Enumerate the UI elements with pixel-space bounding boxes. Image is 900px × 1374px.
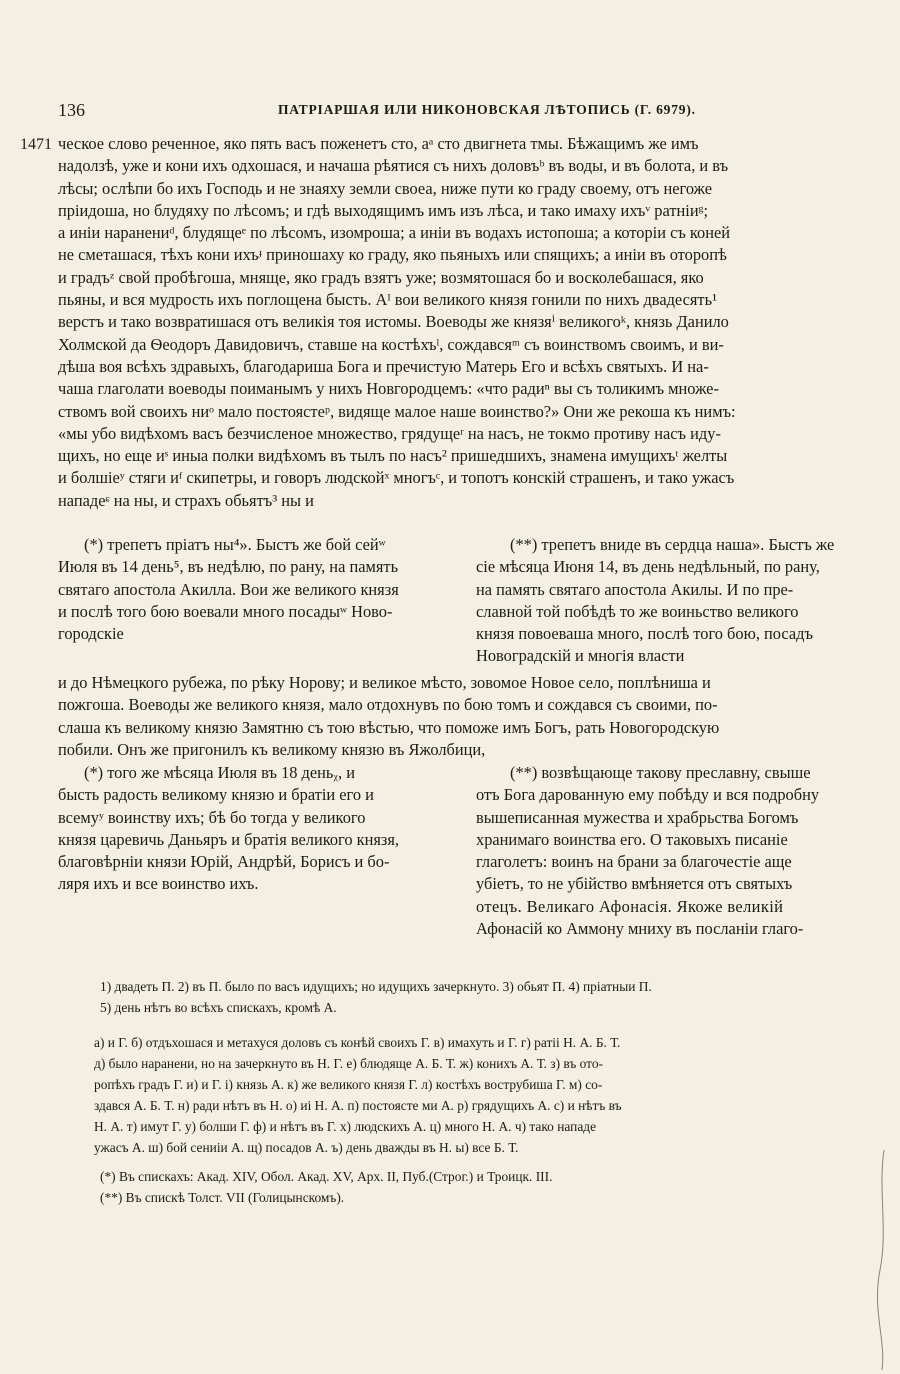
column-line: отъ Бога дарованную ему побѣду и вся подробну [476,785,820,805]
column-line: вышеписанная мужества и храбрьства Богомъ [476,807,799,827]
column-line: сіе мѣсяца Июня 14, въ день недѣльный, по рану, [476,557,820,577]
column-line: князя царевичь Даньяръ и братія великого князя, [58,829,400,849]
footnote-line: Н. А. т) имут Г. у) болши Г. ф) и нѣтъ въ Г. х) людскихъ А. ц) много Н. А. ч) тако нападе [94,1119,597,1134]
text-line: и градъᶻ свой пробѣгоша, мняще, яко градъ взятъ уже; возмятошася бо и восколебашася, яко [58,267,704,287]
source-note: (**) Въ спискѣ Толст. VII (Голицынскомъ). [100,1190,345,1205]
source-notes [100,1166,552,1208]
text-line: надолзѣ, уже и кони ихъ одхошася, и начаша рѣятися съ нихъ доловъᵇ въ воды, и въ болота, и въ [58,156,729,176]
column-line: (*) трепетъ пріатъ ны⁴». Быстъ же бой сейʷ [84,535,386,554]
column-line: славной той побѣдѣ то же воиньство великого [476,601,799,621]
footnote-line: здався А. Б. Т. н) ради нѣтъ въ Н. о) иі Н. А. п) постоясте ми А. р) грядущихъ А. с) и нѣтъ въ [94,1098,622,1113]
footnote-line: 5) день нѣтъ во всѣхъ спискахъ, кромѣ А. [100,1000,337,1015]
main-text-block [58,133,880,512]
text-line: дѣша воя всѣхъ здравыхъ, благодариша Бога и пречистую Матерь Его и всѣхъ святыхъ. И на- [58,356,709,376]
column-line: святаго апостола Акилла. Вои же великого князя [58,579,399,599]
text-line: пожгоша. Воеводы же великого князя, мало отдохнувъ по бою томъ и сождався съ своими, по- [58,695,718,715]
column-line: (**) трепетъ вниде въ сердца наша». Быстъ же [510,535,835,554]
text-line: ствомъ вой своихъ ниᵒ мало постоястеᵖ, видяще малое наше воинство?» Они же рекоша къ нимъ: [58,401,736,421]
text-line: верстъ и тако возвратишася отъ великія тоя истомы. Воеводы же князяⁱ великогоᵏ, князь Данило [58,312,729,332]
column-line: бысть радость великому князю и братіи его и [58,785,374,805]
running-title: ПАТРІАРШАЯ ИЛИ НИКОНОВСКАЯ ЛѢТОПИСЬ (Г. 6979). [278,102,696,117]
column-line: отецъ. Великаго Афонасія. Якоже великій [476,896,784,916]
text-line: щихъ, но еще иˢ иныа полки видѣхомъ въ тылъ по насъ² пришедшихъ, знамена имущихъᵗ желты [58,446,728,466]
column-line: ляря ихъ и все воинство ихъ. [58,874,259,894]
footnote-line: 1) двадеть П. 2) въ П. было по васъ идущихъ; но идущихъ зачеркнуто. 3) обьят П. 4) пріатныи П. [100,979,652,994]
column-line: Новоградскій и многія власти [476,646,685,666]
column-line: хранимаго воинства его. О таковыхъ писаніе [476,829,788,849]
text-line: побили. Онъ же пригонилъ къ великому князю въ Яжолбици, [58,739,486,759]
footnote-line: д) было наранени, но на зачеркнуто въ Н. Г. е) блюдяще А. Б. Т. ж) кониxъ А. Т. з) въ ото- [94,1056,603,1071]
page-edge-mark [876,1150,890,1370]
text-line: лѣсы; ослѣпи бо ихъ Господь и не знаяху земли своеа, ниже пути ко граду своему, отъ негоже [58,178,713,198]
right-column-variant-b [476,762,882,940]
column-line: (**) возвѣщающе такову преславну, свыше [510,763,811,782]
text-line: а иніи наранениᵈ, блудящеᵉ по лѣсомъ, изомроша; а иніи въ водахъ истопоша; а которіи съ коней [58,223,731,243]
text-line: не сметашася, тѣхъ кони ихъᶡ приношаху ко граду, яко пьяныхъ или спящихъ; а иніи въ оторопѣ [58,245,727,265]
left-column-variant-a [58,534,470,645]
middle-text-block [58,672,880,761]
column-line: городскіе [58,624,124,644]
source-note: (*) Въ спискахъ: Акад. XIV, Обол. Акад. XV, Арх. II, Пуб.(Строг.) и Троицк. III. [100,1169,553,1184]
left-column-variant-b [58,762,470,896]
footnote-line: а) и Г. б) отдъхошася и метахуся доловъ съ конѣй своихъ Г. в) имахуть и Г. г) ратіі Н. А. Б. Т. [94,1035,621,1050]
column-line: Июля въ 14 день⁵, въ недѣлю, по рану, на память [58,557,399,577]
column-line: князя повоеваша много, послѣ того бою, посадъ [476,624,813,644]
numeric-footnotes [100,976,882,1018]
text-line: пріидоша, но блудяху по лѣсомъ; и гдѣ выходящимъ имъ изъ лѣса, и тако имаху ихъᵛ ратніиᵍ; [58,200,709,220]
margin-year: 1471 [20,136,52,153]
footnote-line: ропѣхъ градъ Г. и) и Г. і) князь А. к) же великого князя Г. л) костѣхъ вострубиша Г. м) со- [94,1077,603,1092]
text-line: и болшіеʸ стяги иᶠ скипетры, и говоръ людскойˣ многъᶜ, и топотъ конскій страшенъ, и тако ужасъ [58,468,735,488]
text-line: нападеᶝ на ны, и страхъ обьятъ³ ны и [58,490,314,510]
column-line: всемуʸ воинству ихъ; бѣ бо тогда у великого [58,807,366,827]
page-header [58,100,872,124]
column-line: благовѣрніи князи Юрій, Андрѣй, Борисъ и бо- [58,852,390,872]
text-line: «мы убо видѣхомъ васъ безчисленое множество, грядущеʳ на насъ, не токмо противу насъ иду- [58,423,721,443]
text-line: пьяны, и вся мудрость ихъ поглощена бысть. Аᴵ вои великого князя гонили по нихъ двадесять¹ [58,290,717,310]
column-line: (*) того же мѣсяца Июля въ 18 деньᵪ, и [84,763,356,782]
column-line: глаголетъ: воинъ на брани за благочестіе аще [476,852,792,872]
footnote-line: ужасъ А. ш) бой сениіи А. щ) посадов А. ъ) день дважды въ Н. ы) все Б. Т. [94,1140,519,1155]
column-line: на память святаго апостола Акилы. И по пре- [476,579,794,599]
column-line: и послѣ того бою воевали много посадыʷ Ново- [58,601,393,621]
right-column-variant-a [476,534,882,668]
text-line: Холмской да Ѳеодоръ Давидовичъ, ставше на костѣхъˡ, сождавсяᵐ съ воинствомъ своимъ, и ви- [58,334,724,354]
alpha-footnotes [94,1032,882,1158]
column-line: убіетъ, то не убійство вмѣняется отъ святыхъ [476,874,793,894]
text-line: ческое слово реченное, яко пять васъ поженетъ сто, аᵃ сто двигнета тмы. Бѣжащимъ же имъ [58,134,699,153]
page-number: 136 [58,100,85,120]
text-line: и до Нѣмецкого рубежа, по рѣку Норову; и великое мѣсто, зовомое Новое село, поплѣниша и [58,673,711,692]
text-line: чаша глаголати воеводы поиманымъ у нихъ Новгородцемъ: «что радиⁿ вы съ толикимъ множе- [58,379,719,399]
column-line: Афонасій ко Аммону мниху въ посланіи глаго- [476,919,804,939]
text-line: слаша къ великому князю Замятню съ тою вѣстью, что поможе имъ Богъ, рать Новогородскую [58,717,720,737]
